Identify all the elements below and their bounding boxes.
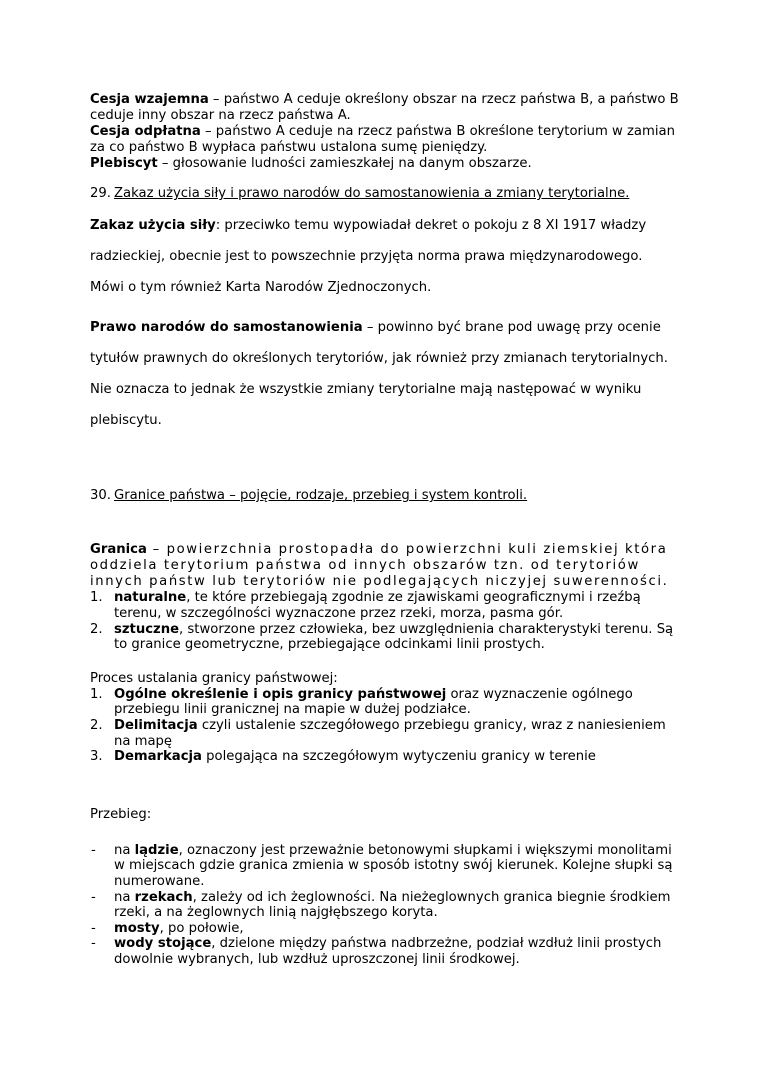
document-page — [90, 92, 680, 968]
list-item: - wody stojące, dzielone między państwa nadbrzeżne, podział wzdłuż linii prostych dowolnie wybranych, lub wzdłuż uproszczonej linii środkowej. — [91, 936, 662, 967]
list-item: - mosty, po połowie, — [91, 920, 244, 936]
list-item: - na rzekach, zależy od ich żeglowności. Na nieżeglownych granica biegnie środkiem rzeki, a na żeglownych linią najgłębszego koryta. — [91, 889, 671, 921]
section-29-paragraph-self-determination: Prawo narodów do samostanowienia – powinno być brane pod uwagę przy ocenie tytułów prawnych do określonych terytoriów, jak również przy zmianach terytorialnych. Nie oznacza to jednak że wszystkie zmiany terytorialne mają następować w wyniku plebiscytu. — [90, 319, 668, 429]
section-29-heading: 29. Zakaz użycia siły i prawo narodów do samostanowienia a zmiany terytorialne. — [90, 186, 630, 201]
definition-cesja-odplatna: Cesja odpłatna – państwo A ceduje na rzecz państwa B określone terytorium w zamian za co państwo B wypłaca państwu ustalona sumę pieniędzy. — [90, 124, 675, 155]
granica-definition: Granica – powierzchnia prostopadła do powierzchni kuli ziemskiej która oddziela terytorium państwa od innych obszarów tzn. od terytoriów innych państw lub terytoriów nie podlegających niczyjej suwerenności. — [90, 542, 669, 590]
process-list — [90, 687, 680, 765]
process-heading: Proces ustalania granicy państwowej: — [90, 670, 338, 686]
list-item: - na lądzie, oznaczony jest przeważnie betonowymi słupkami i większymi monolitami w miejscach gdzie granica zmienia w sposób istotny swój kierunek. Kolejne słupki są numerowane. — [91, 842, 673, 889]
list-item: 2. sztuczne, stworzone przez człowieka, bez uwzględnienia charakterystyki terenu. Są to granice geometryczne, przebiegające odcinkami linii prostych. — [90, 621, 674, 653]
section-29-paragraph-force: Zakaz użycia siły: przeciwko temu wypowiadał dekret o pokoju z 8 XI 1917 władzy radzieckiej, obecnie jest to powszechnie przyjęta norma prawa międzynarodowego. Mówi o tym również Karta Narodów Zjednoczonych. — [90, 218, 647, 296]
definition-cesja-wzajemna: Cesja wzajemna – państwo A ceduje określony obszar na rzecz państwa B, a państwo B ceduje inny obszar na rzecz państwa A. — [90, 92, 679, 123]
przebieg-list — [90, 843, 680, 968]
przebieg-heading: Przebieg: — [90, 806, 152, 822]
border-types-list — [90, 590, 680, 652]
list-item: 1. Ogólne określenie i opis granicy państwowej oraz wyznaczenie ogólnego przebiegu linii granicznej na mapie w dużej podziałce. — [90, 686, 633, 718]
section-30-heading: 30. Granice państwa – pojęcie, rodzaje, przebieg i system kontroli. — [90, 488, 528, 504]
list-item: 3. Demarkacja polegająca na szczegółowym wytyczeniu granicy w terenie — [90, 749, 596, 765]
list-item: 1. naturalne, te które przebiegają zgodnie ze zjawiskami geograficznymi i rzeźbą terenu, w szczególności wyznaczone przez rzeki, morza, pasma gór. — [90, 590, 641, 622]
definition-plebiscyt: Plebiscyt – głosowanie ludności zamieszkałej na danym obszarze. — [90, 156, 532, 171]
list-item: 2. Delimitacja czyli ustalenie szczegółowego przebiegu granicy, wraz z naniesieniem na mapę — [90, 717, 666, 749]
